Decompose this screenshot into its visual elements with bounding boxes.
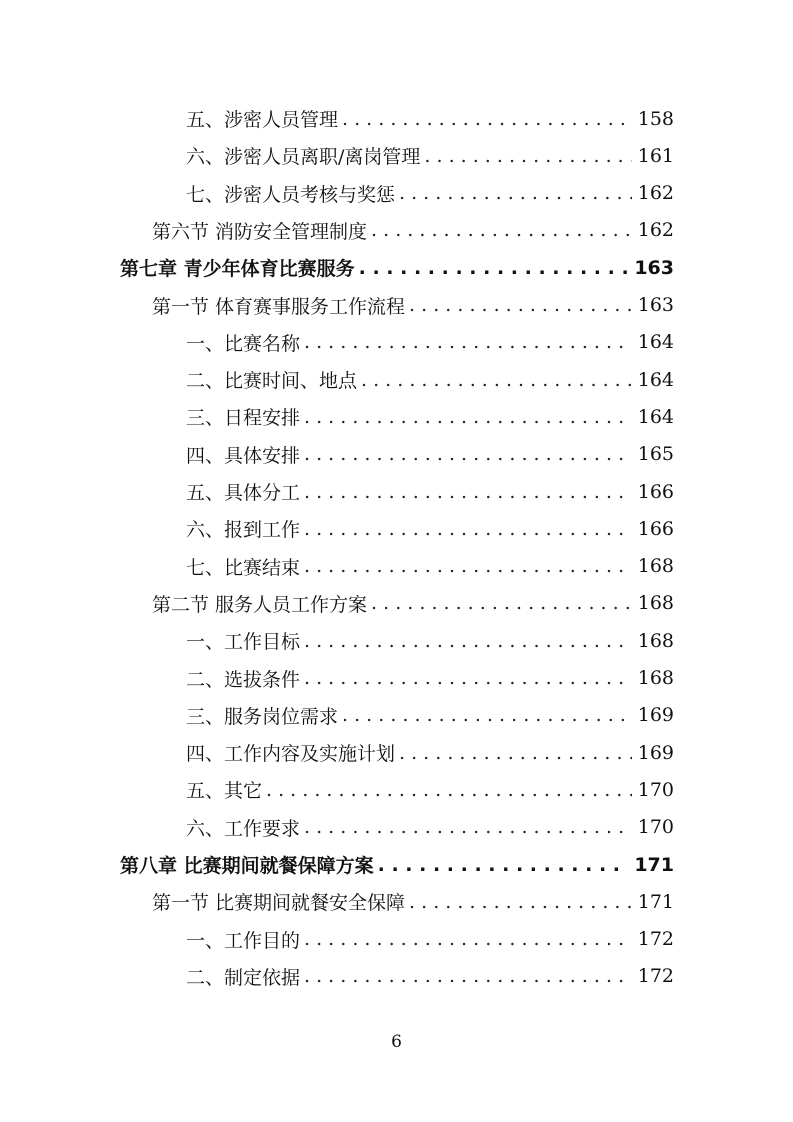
toc-entry-page: 169 xyxy=(637,741,674,764)
toc-entry-page: 164 xyxy=(637,331,674,354)
toc-entry-title: 三、日程安排 xyxy=(186,407,301,430)
page-number: 6 xyxy=(391,1032,402,1052)
toc-dot-leader xyxy=(424,145,631,167)
toc-entry-page: 169 xyxy=(637,704,674,727)
toc-subsection-entry[interactable] xyxy=(186,809,674,846)
toc-dot-leader xyxy=(399,182,632,204)
toc-entry-page: 162 xyxy=(637,182,674,205)
toc-subsection-entry[interactable] xyxy=(186,548,674,585)
toc-entry-page: 163 xyxy=(634,256,674,279)
toc-dot-leader xyxy=(304,667,632,689)
toc-entry-title: 第六节 消防安全管理制度 xyxy=(152,220,368,243)
toc-entry-page: 166 xyxy=(637,517,674,540)
toc-entry-title: 五、具体分工 xyxy=(186,482,301,504)
toc-chapter-entry[interactable] xyxy=(120,846,674,883)
toc-subsection-entry[interactable] xyxy=(186,137,674,174)
toc-entry-title: 一、工作目的 xyxy=(186,929,301,952)
toc-entry-page: 168 xyxy=(637,555,674,578)
toc-entry-title: 一、工作目标 xyxy=(186,631,301,654)
toc-entry-title: 五、其它 xyxy=(186,780,263,803)
toc-dot-leader xyxy=(304,928,632,950)
toc-entry-page: 165 xyxy=(637,443,674,466)
toc-dot-leader xyxy=(359,257,629,279)
toc-entry-title: 七、比赛结束 xyxy=(186,556,301,579)
toc-entry-title: 四、具体安排 xyxy=(186,444,301,467)
toc-entry-page: 168 xyxy=(637,667,674,689)
toc-subsection-entry[interactable] xyxy=(186,622,674,659)
toc-dot-leader xyxy=(409,294,632,316)
toc-entry-title: 四、工作内容及实施计划 xyxy=(186,743,396,766)
toc-entry-title: 六、报到工作 xyxy=(186,519,301,542)
toc-dot-leader xyxy=(304,331,632,353)
toc-dot-leader xyxy=(304,630,632,652)
toc-dot-leader xyxy=(378,854,629,876)
toc-dot-leader xyxy=(409,891,632,913)
toc-subsection-entry[interactable] xyxy=(186,436,674,473)
toc-entry-title: 六、工作要求 xyxy=(186,817,301,840)
toc-entry-page: 158 xyxy=(637,107,674,130)
toc-entry-page: 170 xyxy=(637,778,674,801)
toc-section-entry[interactable] xyxy=(152,212,674,249)
toc-subsection-entry[interactable] xyxy=(186,660,674,697)
toc-dot-leader xyxy=(304,555,632,577)
toc-entry-title: 第七章 青少年体育比赛服务 xyxy=(120,258,355,281)
toc-entry-title: 第一节 体育赛事服务工作流程 xyxy=(152,295,406,318)
toc-entry-title: 第一节 比赛期间就餐安全保障 xyxy=(152,892,406,915)
toc-entry-page: 166 xyxy=(637,480,674,503)
toc-entry-page: 161 xyxy=(637,144,674,167)
toc-entry-page: 164 xyxy=(637,368,674,391)
toc-dot-leader xyxy=(304,965,632,987)
toc-subsection-entry[interactable] xyxy=(186,771,674,808)
toc-entry-page: 171 xyxy=(634,853,674,876)
toc-entry-page: 170 xyxy=(637,816,674,839)
toc-entry-title: 五、涉密人员管理 xyxy=(186,109,339,131)
toc-entry-page: 162 xyxy=(637,219,674,242)
toc-subsection-entry[interactable] xyxy=(186,398,674,435)
toc-dot-leader xyxy=(342,704,632,726)
toc-dot-leader xyxy=(371,592,632,614)
toc-subsection-entry[interactable] xyxy=(186,361,674,398)
toc-entry-page: 172 xyxy=(637,928,674,951)
toc-entry-page: 163 xyxy=(637,294,674,316)
toc-chapter-entry[interactable] xyxy=(120,249,674,286)
toc-section-entry[interactable] xyxy=(152,585,674,622)
toc-subsection-entry[interactable] xyxy=(186,958,674,995)
toc-dot-leader xyxy=(399,742,632,764)
toc-dot-leader xyxy=(266,779,632,801)
toc-entry-title: 第二节 服务人员工作方案 xyxy=(152,593,368,616)
toc-entry-page: 172 xyxy=(637,965,674,988)
toc-subsection-entry[interactable] xyxy=(186,473,674,510)
toc-dot-leader xyxy=(361,369,632,391)
toc-entry-page: 164 xyxy=(637,405,674,428)
toc-entry-title: 三、服务岗位需求 xyxy=(186,705,339,728)
toc-subsection-entry[interactable] xyxy=(186,175,674,212)
toc-entry-title: 六、涉密人员离职/离岗管理 xyxy=(186,146,421,169)
toc-dot-leader xyxy=(342,108,632,130)
toc-section-entry[interactable] xyxy=(152,883,674,920)
toc-dot-leader xyxy=(304,481,632,503)
toc-dot-leader xyxy=(304,443,632,465)
toc-subsection-entry[interactable] xyxy=(186,100,674,137)
toc-entry-title: 七、涉密人员考核与奖惩 xyxy=(186,183,396,206)
toc-dot-leader xyxy=(371,219,632,241)
toc-subsection-entry[interactable] xyxy=(186,697,674,734)
toc-entry-title: 二、选拔条件 xyxy=(186,668,301,691)
toc-dot-leader xyxy=(304,816,632,838)
toc-entry-page: 168 xyxy=(637,592,674,615)
toc-entry-title: 二、比赛时间、地点 xyxy=(186,370,358,393)
toc-entry-title: 第八章 比赛期间就餐保障方案 xyxy=(120,855,374,877)
toc-subsection-entry[interactable] xyxy=(186,734,674,771)
toc-subsection-entry[interactable] xyxy=(186,510,674,547)
toc-dot-leader xyxy=(304,518,632,540)
toc-dot-leader xyxy=(304,406,632,428)
toc-entry-page: 171 xyxy=(637,890,674,913)
toc-section-entry[interactable] xyxy=(152,287,674,324)
toc-subsection-entry[interactable] xyxy=(186,324,674,361)
toc-entry-title: 二、制定依据 xyxy=(186,966,301,989)
toc-entry-title: 一、比赛名称 xyxy=(186,332,301,355)
toc-subsection-entry[interactable] xyxy=(186,921,674,958)
toc-entry-page: 168 xyxy=(637,629,674,652)
